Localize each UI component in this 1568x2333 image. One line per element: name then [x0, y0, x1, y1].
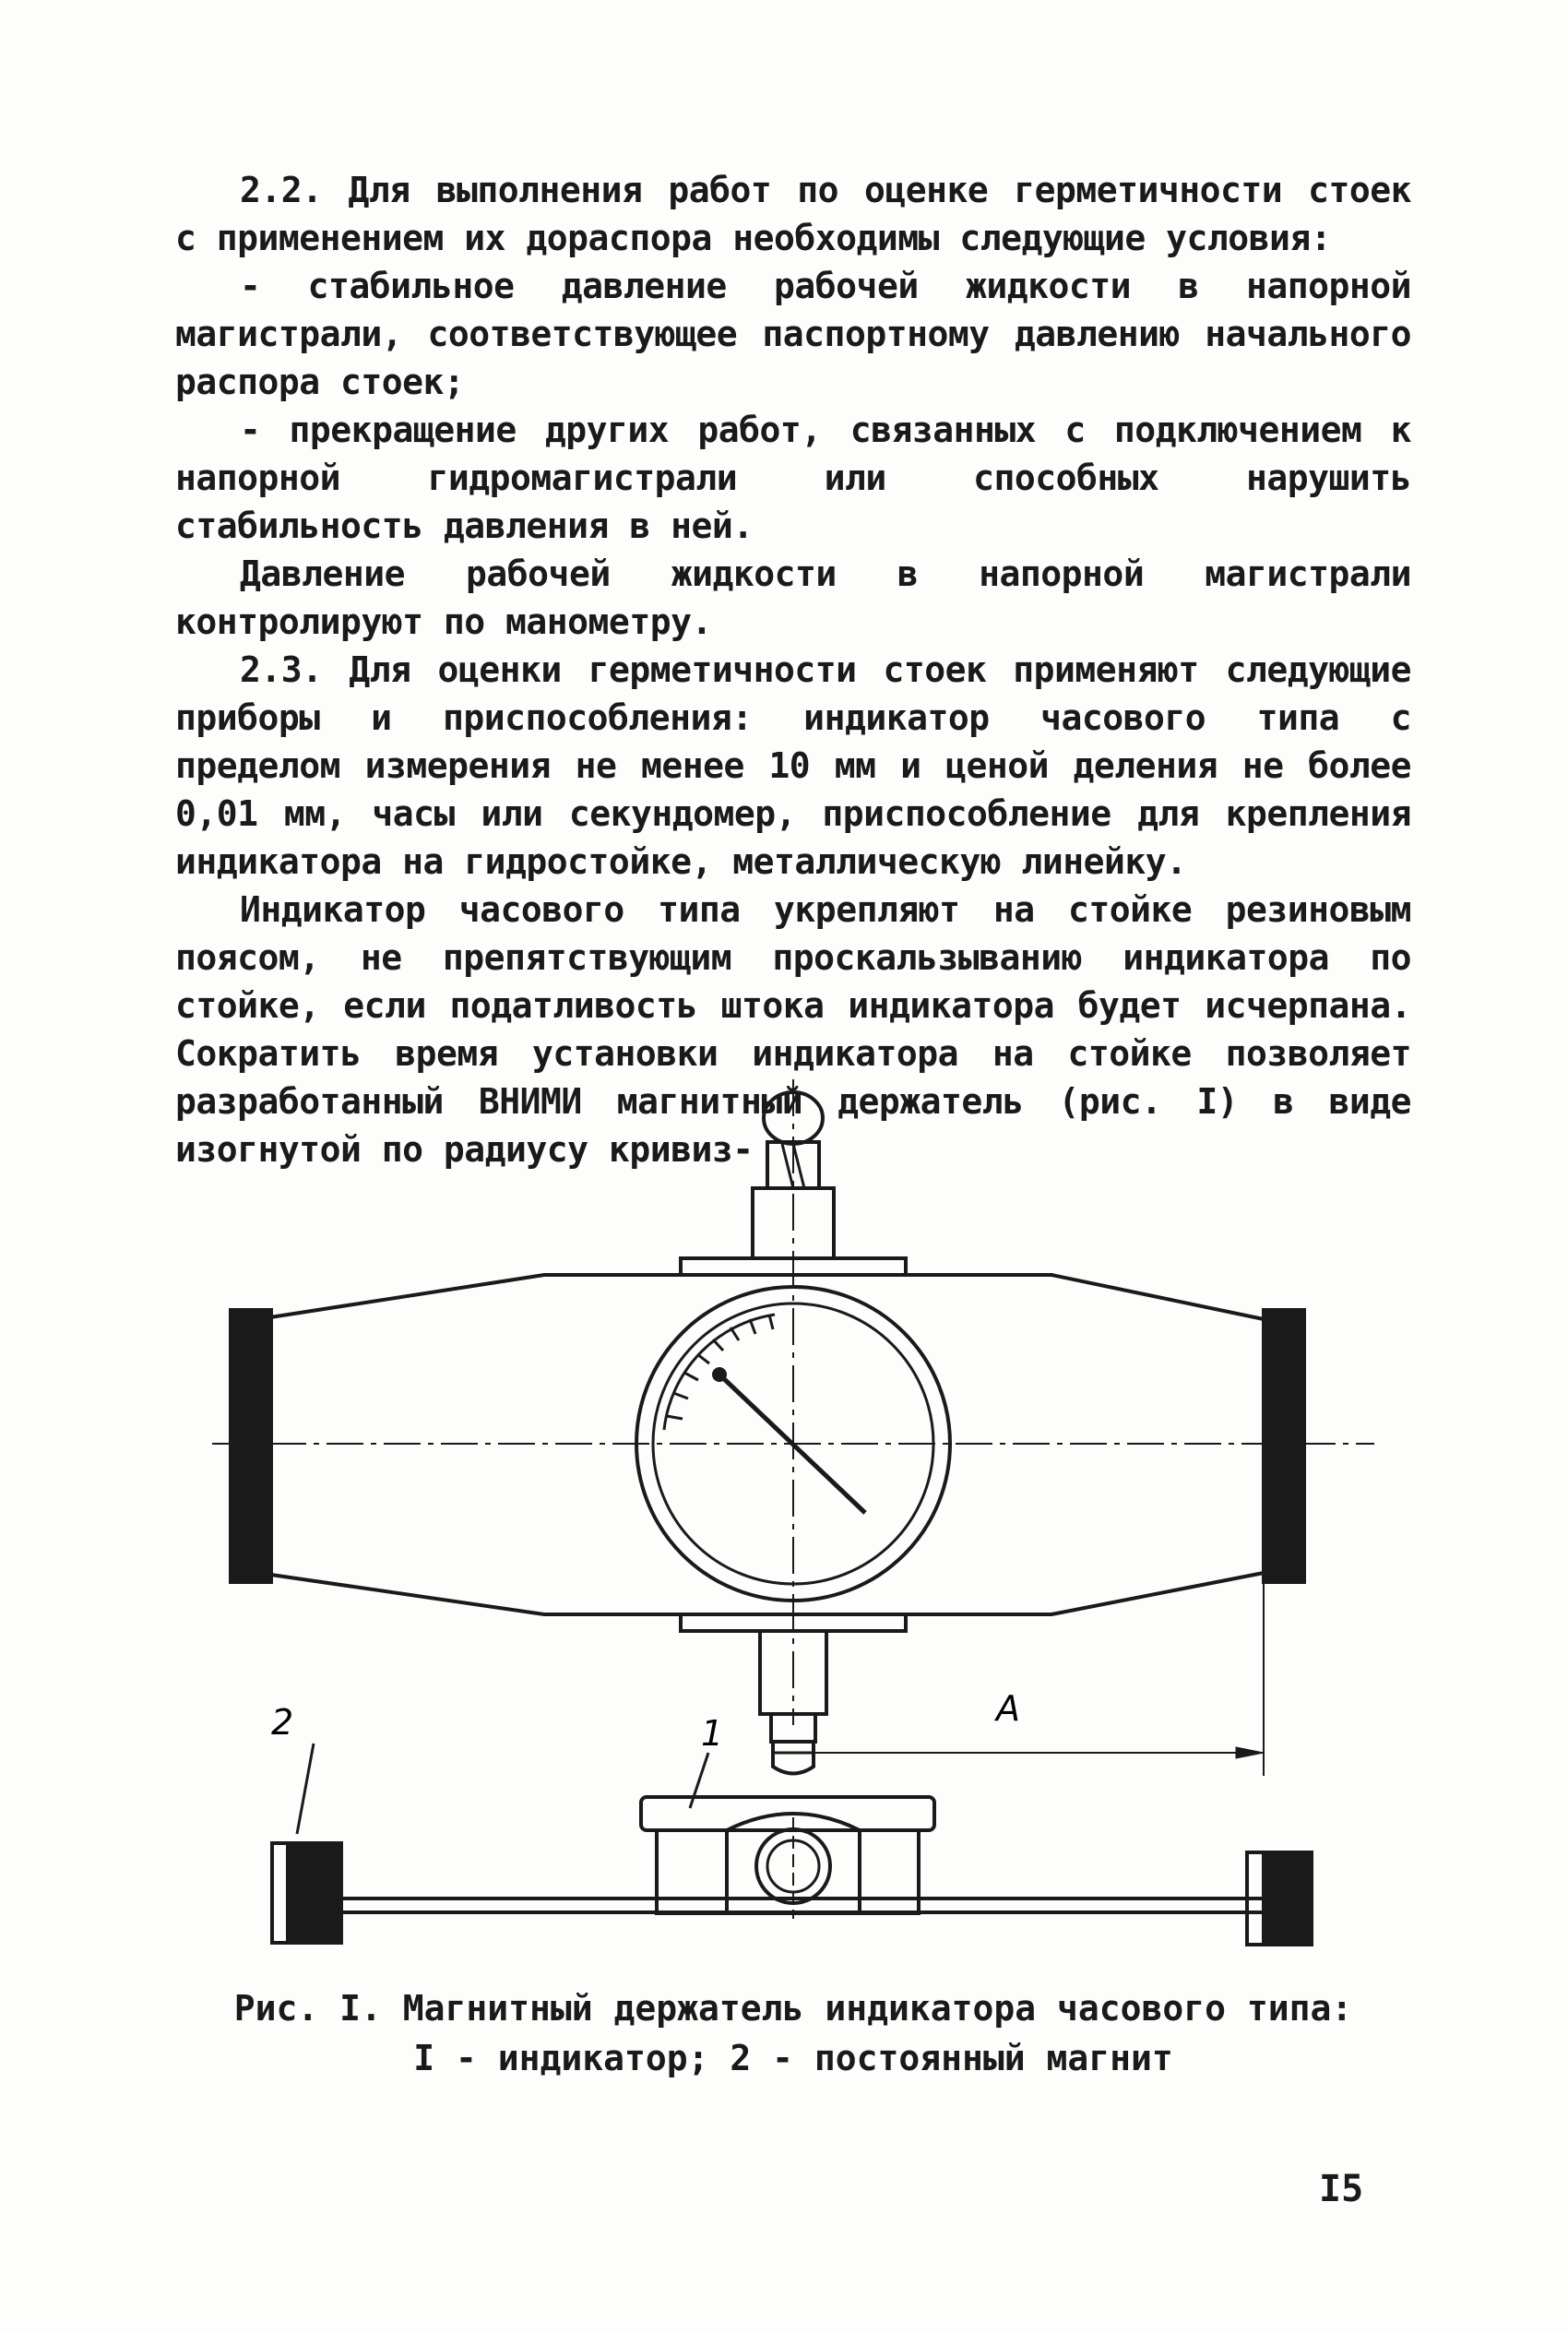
dimension-arrow [1236, 1747, 1264, 1758]
pressure-control-paragraph: Давление рабочей жидкости в напорной магистрали контролируют по манометру. [175, 553, 1411, 642]
body-bottom-right [906, 1573, 1264, 1614]
magnetic-holder-drawing [203, 1079, 1384, 1965]
right-magnet [1264, 1310, 1304, 1582]
stem-tip [773, 1742, 814, 1774]
page-number: I5 [1319, 2168, 1364, 2210]
body-top-right [906, 1275, 1264, 1319]
callout-label-1: 1 [701, 1713, 724, 1754]
caption-title: Рис. I. Магнитный держатель индикатора часового типа: [233, 1988, 1353, 2029]
left-magnet [231, 1310, 271, 1582]
body-top-left [258, 1275, 681, 1319]
body-bottom-left [258, 1573, 681, 1614]
condition-2: - прекращение других работ, связанных с подключением к напорной гидромагистрали или способных нарушить стабильность давления в ней. [175, 410, 1411, 546]
condition-1: - стабильное давление рабочей жидкости в напорной магистрали, соответствующее паспортному давлению начального распора стоек; [175, 266, 1411, 402]
figure-caption [175, 1983, 1411, 2083]
body-text [175, 166, 1411, 1173]
paragraph-2-2: 2.2. Для выполнения работ по оценке герметичности стоек с применением их дораспора необходимы следующие условия: [175, 170, 1411, 258]
dimension-label-a: A [996, 1688, 1020, 1729]
leader-line-2 [297, 1744, 314, 1834]
leader-line-1 [690, 1753, 708, 1808]
paragraph-2-3: 2.3. Для оценки герметичности стоек применяют следующие приборы и приспособления: индикатор часового типа с пределом измерения не менее 10 мм и ценой деления не более 0,01 мм, часы или секундомер, приспособление для крепления индикатора на гидростойке, металлическую линейку. [175, 649, 1411, 882]
callout-label-2: 2 [271, 1702, 294, 1743]
indicator-mounting-paragraph: Индикатор часового типа укрепляют на стойке резиновым поясом, не препятствующим проскальзыванию индикатора по стойке, если податливость штока индикатора будет исчерпана. Сократить время установки индикатора на стойке позволяет разработанный ВНИМИ магнитный держатель (рис. I) в виде изогнутой по радиусу кривиз- [175, 889, 1411, 1170]
bottom-left-magnet [288, 1843, 341, 1943]
clamp-body [657, 1830, 919, 1913]
bottom-right-magnet [1264, 1852, 1312, 1945]
caption-legend: I - индикатор; 2 - постоянный магнит [413, 2038, 1173, 2078]
figure-magnetic-holder [203, 1079, 1384, 1965]
